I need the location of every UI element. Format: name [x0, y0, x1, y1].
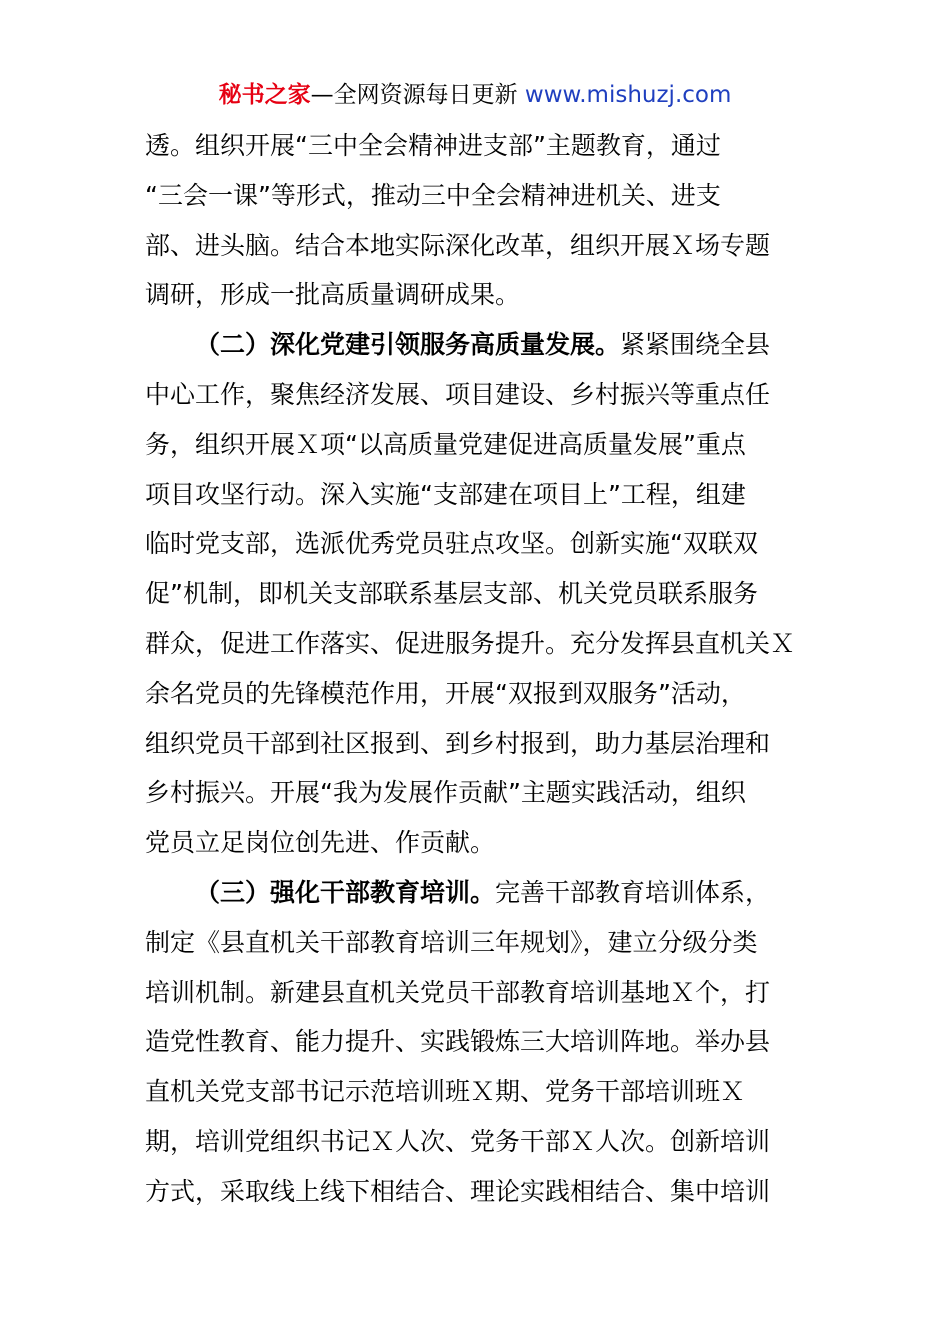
text-line: 项目攻坚行动。深入实施“支部建在项目上”工程，组建	[145, 479, 746, 509]
text-line: 制定《县直机关干部教育培训三年规划》，建立分级分类	[145, 927, 758, 957]
text-line: 群众，促进工作落实、促进服务提升。充分发挥县直机关Ｘ	[145, 628, 796, 658]
text-line: 余名党员的先锋模范作用，开展“双报到双服务”活动，	[145, 678, 746, 708]
text-line: 培训机制。新建县直机关党员干部教育培训基地Ｘ个，打	[145, 977, 771, 1007]
text-line: 促”机制，即机关支部联系基层支部、机关党员联系服务	[145, 579, 758, 609]
text-line: 组织党员干部到社区报到、到乡村报到，助力基层治理和	[145, 728, 771, 758]
document-body	[145, 121, 810, 1217]
section-3-lead-text: 完善干部教育培训体系，	[495, 877, 771, 907]
text-line: 乡村振兴。开展“我为发展作贡献”主题实践活动，组织	[145, 778, 746, 808]
text-line: 中心工作，聚焦经济发展、项目建设、乡村振兴等重点任	[145, 379, 771, 409]
text-line: 造党性教育、能力提升、实践锻炼三大培训阵地。举办县	[145, 1027, 771, 1057]
text-line: 期，培训党组织书记Ｘ人次、党务干部Ｘ人次。创新培训	[145, 1126, 771, 1156]
text-line: 党员立足岗位创先进、作贡献。	[145, 828, 496, 858]
site-header	[0, 80, 950, 110]
site-brand: 秘书之家	[218, 82, 311, 108]
text-line: 方式，采取线上线下相结合、理论实践相结合、集中培训	[145, 1176, 771, 1206]
text-line: 透。组织开展“三中全会精神进支部”主题教育，通过	[145, 131, 721, 160]
section-3-first-line	[145, 868, 810, 918]
text-line: 部、进头脑。结合本地实际深化改革，组织开展Ｘ场专题	[145, 230, 771, 260]
text-line: 临时党支部，选派优秀党员驻点攻坚。创新实施“双联双	[145, 529, 758, 559]
text-line: “三会一课”等形式，推动三中全会精神进机关、进支	[145, 180, 721, 210]
text-line: 调研，形成一批高质量调研成果。	[145, 280, 521, 310]
section-3-heading: （三）强化干部教育培训。	[195, 877, 496, 907]
section-2-first-line	[145, 320, 810, 370]
text-line: 务，组织开展Ｘ项“以高质量党建促进高质量发展”重点	[145, 429, 746, 459]
text-line: 直机关党支部书记示范培训班Ｘ期、党务干部培训班Ｘ	[145, 1077, 746, 1107]
site-url-link[interactable]: www.mishuzj.com	[524, 82, 732, 108]
section-2-lead-text: 紧紧围绕全县	[620, 330, 771, 360]
section-2-heading: （二）深化党建引领服务高质量发展。	[195, 330, 621, 360]
site-tagline: —全网资源每日更新	[310, 82, 525, 108]
